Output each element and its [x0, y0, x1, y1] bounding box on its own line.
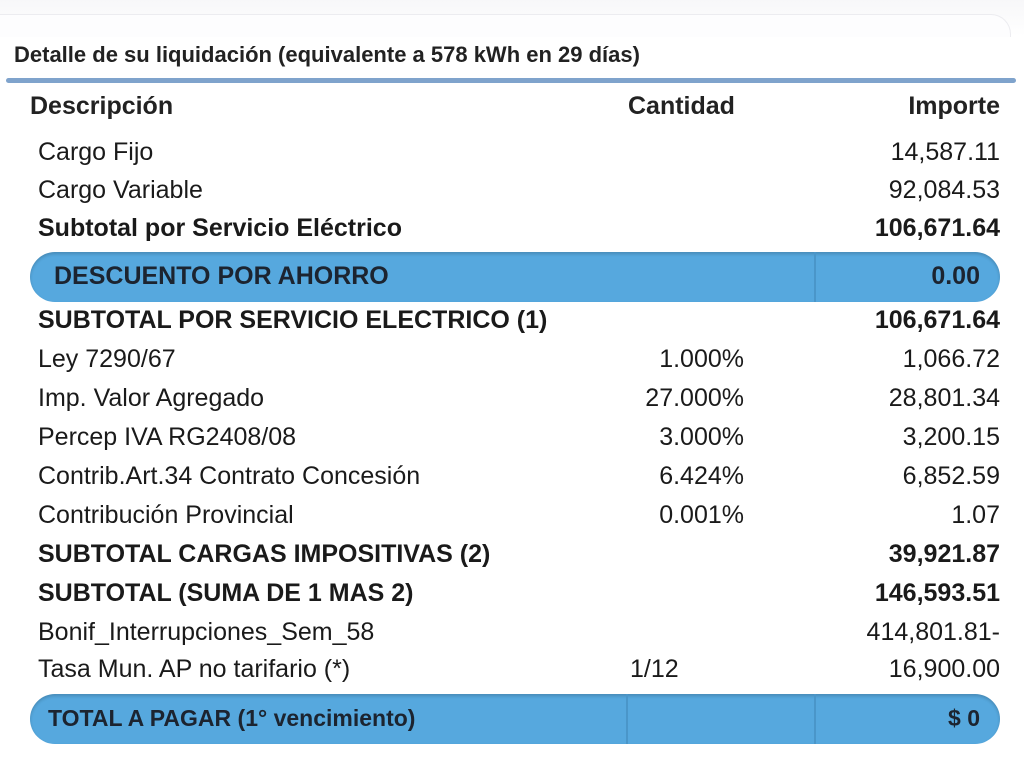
- row-description: SUBTOTAL POR SERVICIO ELECTRICO (1): [38, 306, 548, 334]
- row-quantity: 1/12: [630, 655, 679, 683]
- table-row: [0, 384, 1024, 420]
- table-row: [0, 655, 1024, 691]
- row-description: Contrib.Art.34 Contrato Concesión: [38, 462, 421, 490]
- table-row: [0, 345, 1024, 381]
- row-description: SUBTOTAL CARGAS IMPOSITIVAS (2): [38, 540, 491, 568]
- row-amount: 1,066.72: [902, 345, 1000, 373]
- row-description: Subtotal por Servicio Eléctrico: [38, 214, 402, 242]
- discount-divider: [814, 252, 816, 302]
- total-label: TOTAL A PAGAR (1° vencimiento): [48, 705, 416, 731]
- row-description: Tasa Mun. AP no tarifario (*): [38, 655, 351, 683]
- row-amount: 6,852.59: [902, 462, 1000, 490]
- top-strip: [0, 0, 1024, 36]
- row-description: Ley 7290/67: [38, 345, 176, 373]
- row-amount: 1.07: [951, 501, 1000, 529]
- row-amount: 106,671.64: [874, 306, 1000, 334]
- header-description: Descripción: [30, 92, 174, 120]
- row-quantity: 3.000%: [659, 423, 744, 451]
- row-amount: 16,900.00: [888, 655, 1000, 683]
- row-amount: 14,587.11: [890, 138, 1000, 166]
- table-row: [0, 306, 1024, 342]
- discount-value: 0.00: [931, 262, 980, 290]
- title-divider: [6, 78, 1016, 83]
- row-amount: 3,200.15: [902, 423, 1000, 451]
- table-row: [0, 618, 1024, 654]
- row-quantity: 27.000%: [645, 384, 744, 412]
- total-value: $ 0: [948, 705, 980, 731]
- row-amount: 106,671.64: [874, 214, 1000, 242]
- section-title: Detalle de su liquidación (equivalente a 578 kWh en 29 días): [14, 42, 640, 67]
- row-description: Contribución Provincial: [38, 501, 294, 529]
- table-row: [0, 138, 1024, 174]
- row-amount: 28,801.34: [888, 384, 1000, 412]
- table-row: [0, 462, 1024, 498]
- header-amount: Importe: [908, 92, 1000, 120]
- table-row: [0, 501, 1024, 537]
- row-amount: 92,084.53: [888, 176, 1000, 204]
- table-row: [0, 214, 1024, 250]
- row-description: Cargo Variable: [38, 176, 203, 204]
- table-row: [0, 176, 1024, 212]
- row-description: SUBTOTAL (SUMA DE 1 MAS 2): [38, 579, 414, 607]
- row-description: Bonif_Interrupciones_Sem_58: [38, 618, 375, 646]
- row-amount: 39,921.87: [888, 540, 1000, 568]
- row-description: Cargo Fijo: [38, 138, 154, 166]
- row-quantity: 1.000%: [659, 345, 744, 373]
- total-divider-left: [626, 694, 628, 744]
- total-divider-right: [814, 694, 816, 744]
- header-quantity: Cantidad: [628, 92, 735, 120]
- discount-banner: [30, 252, 1000, 302]
- row-quantity: 0.001%: [659, 501, 744, 529]
- row-description: Imp. Valor Agregado: [38, 384, 265, 412]
- table-row: [0, 540, 1024, 576]
- table-row: [0, 423, 1024, 459]
- table-row: [0, 579, 1024, 615]
- row-description: Percep IVA RG2408/08: [38, 423, 297, 451]
- row-amount: 414,801.81-: [866, 618, 1000, 646]
- top-strip-edge: [0, 14, 1011, 37]
- row-amount: 146,593.51: [874, 579, 1000, 607]
- total-banner: [30, 694, 1000, 744]
- discount-label: DESCUENTO POR AHORRO: [54, 262, 389, 290]
- row-quantity: 6.424%: [659, 462, 744, 490]
